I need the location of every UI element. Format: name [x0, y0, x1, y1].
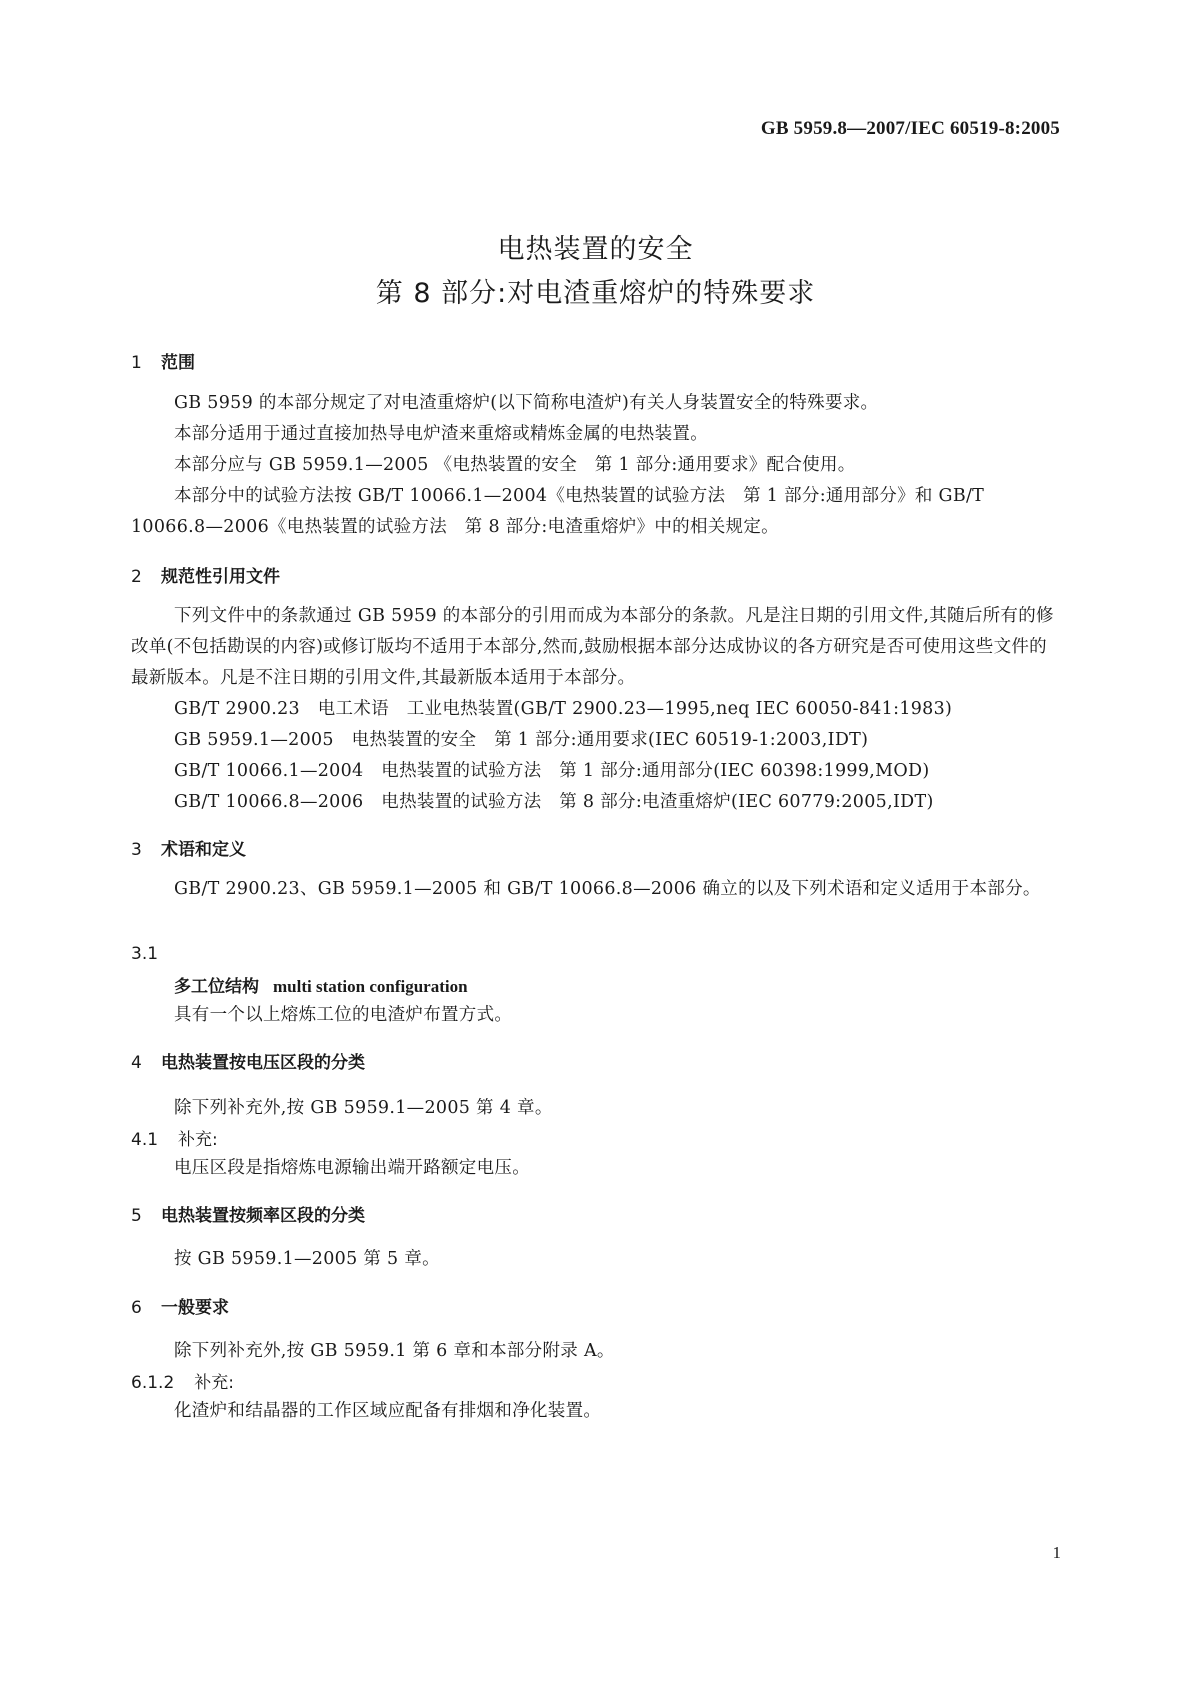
- term-entry: [174, 972, 468, 997]
- section-heading-3: 3 术语和定义: [131, 840, 246, 860]
- paragraph: 化渣炉和结晶器的工作区域应配备有排烟和净化装置。: [174, 1401, 602, 1421]
- section-heading-4: 4 电热装置按电压区段的分类: [131, 1053, 365, 1073]
- paragraph: GB 5959 的本部分规定了对电渣重熔炉(以下简称电渣炉)有关人身装置安全的特殊要求。: [174, 393, 879, 413]
- section-1-body: [131, 388, 1061, 543]
- reference-item: GB/T 10066.8—2006 电热装置的试验方法 第 8 部分:电渣重熔炉(IEC 60779:2005,IDT): [174, 792, 934, 812]
- paragraph: 下列文件中的条款通过 GB 5959 的本部分的引用而成为本部分的条款。凡是注日期的引用文件,其随后所有的修改单(不包括勘误的内容)或修订版均不适用于本部分,然而,鼓励根据本部分达成协议的各方研究是否可使用这些文件的最新版本。凡是不注日期的引用文件,其最新版本适用于本部分。: [131, 606, 1054, 688]
- reference-item: GB/T 10066.1—2004 电热装置的试验方法 第 1 部分:通用部分(IEC 60398:1999,MOD): [174, 761, 930, 781]
- standard-number: GB 5959.8—2007/IEC 60519-8:2005: [760, 118, 1060, 139]
- paragraph: 除下列补充外,按 GB 5959.1 第 6 章和本部分附录 A。: [174, 1341, 615, 1361]
- term-chinese: 多工位结构: [174, 977, 259, 997]
- document-subtitle: 第 8 部分:对电渣重熔炉的特殊要求: [375, 278, 816, 309]
- section-heading-1: 1 范围: [131, 353, 195, 373]
- paragraph: 按 GB 5959.1—2005 第 5 章。: [174, 1249, 440, 1269]
- reference-item: GB 5959.1—2005 电热装置的安全 第 1 部分:通用要求(IEC 60519-1:2003,IDT): [174, 730, 869, 750]
- paragraph: 本部分应与 GB 5959.1—2005 《电热装置的安全 第 1 部分:通用要求》配合使用。: [174, 455, 856, 475]
- section-3-body: [131, 874, 1061, 905]
- section-heading-5: 5 电热装置按频率区段的分类: [131, 1206, 365, 1226]
- page-number: 1: [1052, 1543, 1061, 1562]
- paragraph: 电压区段是指熔炼电源输出端开路额定电压。: [174, 1158, 530, 1178]
- document-title: 电热装置的安全: [497, 234, 694, 265]
- term-english: multi station configuration: [273, 977, 468, 996]
- subclause-4-1: 4.1 补充:: [131, 1130, 218, 1150]
- subclause-3-1-number: 3.1: [131, 944, 159, 964]
- paragraph: 本部分适用于通过直接加热导电炉渣来重熔或精炼金属的电热装置。: [174, 424, 708, 444]
- paragraph: 本部分中的试验方法按 GB/T 10066.1—2004《电热装置的试验方法 第 1 部分:通用部分》和 GB/T 10066.8—2006《电热装置的试验方法 第 8 部分:电渣重熔炉》中的相关规定。: [131, 486, 985, 537]
- paragraph: 除下列补充外,按 GB 5959.1—2005 第 4 章。: [174, 1098, 553, 1118]
- section-heading-2: 2 规范性引用文件: [131, 567, 280, 587]
- paragraph: GB/T 2900.23、GB 5959.1—2005 和 GB/T 10066.8—2006 确立的以及下列术语和定义适用于本部分。: [174, 879, 1041, 899]
- subclause-6-1-2: 6.1.2 补充:: [131, 1373, 234, 1393]
- reference-item: GB/T 2900.23 电工术语 工业电热装置(GB/T 2900.23—1995,neq IEC 60050-841:1983): [174, 699, 953, 719]
- section-heading-6: 6 一般要求: [131, 1298, 229, 1318]
- section-2-body: [131, 601, 1061, 818]
- term-definition: 具有一个以上熔炼工位的电渣炉布置方式。: [174, 1005, 513, 1025]
